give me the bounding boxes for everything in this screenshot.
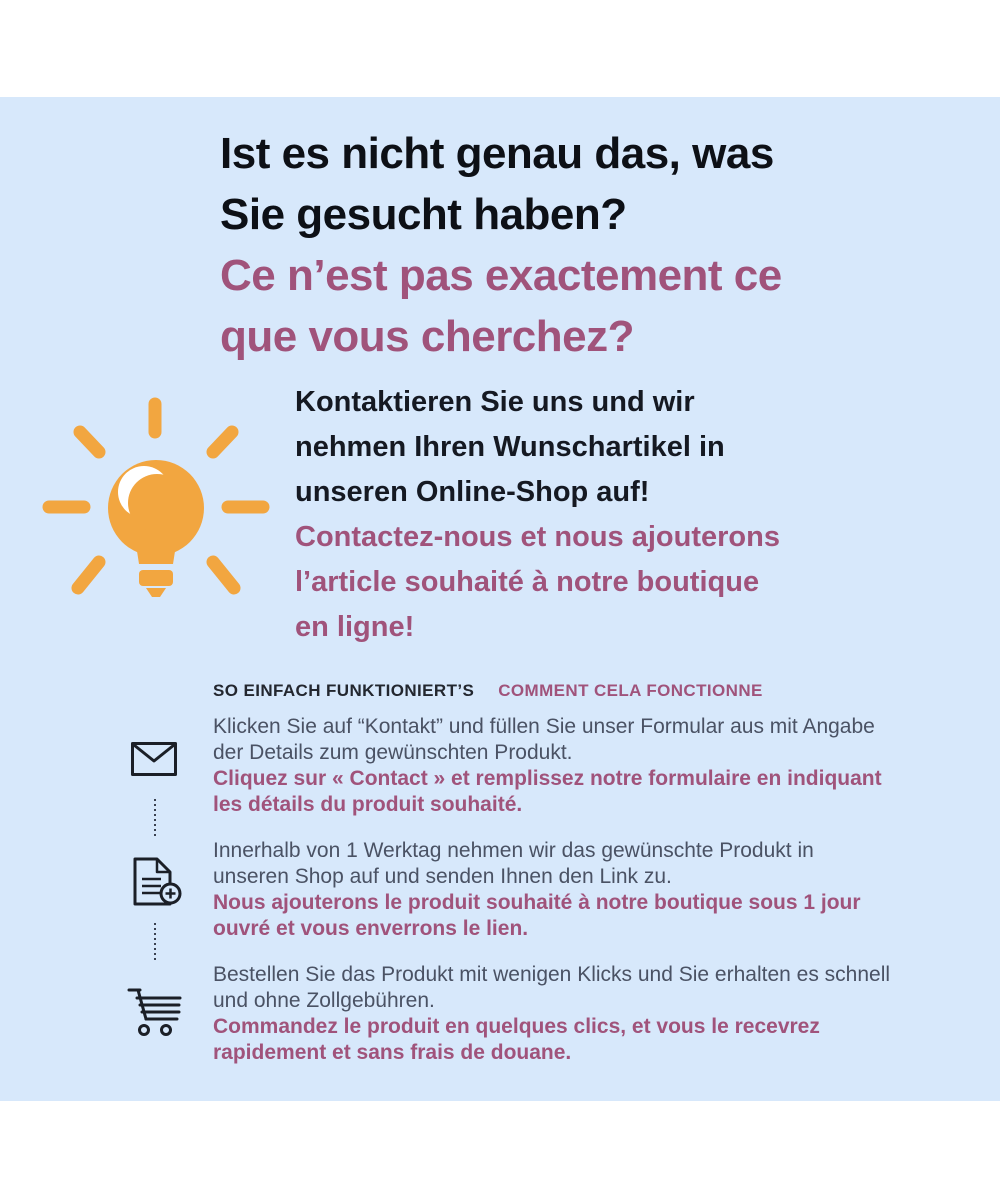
step-fr-line: Cliquez sur « Contact » et remplissez notre formulaire en indiquant xyxy=(213,767,882,790)
step-de-line: der Details zum gewünschten Produkt. xyxy=(213,741,573,764)
intro-fr-line-2: l’article souhaité à notre boutique xyxy=(295,566,760,598)
step-order xyxy=(213,962,890,1066)
envelope-icon xyxy=(131,742,177,776)
how-it-works-heading xyxy=(213,681,763,701)
step-de-line: und ohne Zollgebühren. xyxy=(213,989,435,1012)
headline-de-line-2: Sie gesucht haben? xyxy=(220,190,627,239)
step-fr-line: Commandez le produit en quelques clics, et vous le recevrez xyxy=(213,1015,820,1038)
step-fr-line: ouvré et vous enverrons le lien. xyxy=(213,917,529,940)
how-it-works-heading-fr: COMMENT CELA FONCTIONNE xyxy=(498,681,763,700)
document-add-icon xyxy=(128,857,182,907)
intro-de-line-3: unseren Online-Shop auf! xyxy=(295,476,650,508)
step-contact xyxy=(213,714,882,818)
step-fr-line: rapidement et sans frais de douane. xyxy=(213,1041,572,1064)
headline-fr-line-2: que vous cherchez? xyxy=(220,312,635,361)
step-fr-line: les détails du produit souhaité. xyxy=(213,793,523,816)
step-de-line: Innerhalb von 1 Werktag nehmen wir das gewünschte Produkt in xyxy=(213,839,814,862)
how-it-works-heading-de: SO EINFACH FUNKTIONIERT’S xyxy=(213,681,475,700)
headline xyxy=(220,123,782,367)
intro-fr-line-1: Contactez-nous et nous ajouterons xyxy=(295,521,780,553)
step-de-line: Klicken Sie auf “Kontakt” und füllen Sie unser Formular aus mit Angabe xyxy=(213,715,875,738)
headline-de-line-1: Ist es nicht genau das, was xyxy=(220,129,774,178)
intro-de-line-2: nehmen Ihren Wunschartikel in xyxy=(295,431,725,463)
step-de-line: Bestellen Sie das Produkt mit wenigen Klicks und Sie erhalten es schnell xyxy=(213,963,891,986)
step-de-line: unseren Shop auf und senden Ihnen den Link zu. xyxy=(213,865,672,888)
dotted-connector xyxy=(154,799,156,839)
step-add-to-shop xyxy=(213,838,861,942)
headline-fr-line-1: Ce n’est pas exactement ce xyxy=(220,251,782,300)
intro-fr-line-3: en ligne! xyxy=(295,611,415,643)
shopping-cart-icon xyxy=(125,986,183,1038)
intro-paragraph xyxy=(295,380,780,650)
intro-de-line-1: Kontaktieren Sie uns und wir xyxy=(295,386,695,418)
dotted-connector xyxy=(154,923,156,963)
lightbulb-icon xyxy=(42,392,270,624)
step-fr-line: Nous ajouterons le produit souhaité à notre boutique sous 1 jour xyxy=(213,891,861,914)
